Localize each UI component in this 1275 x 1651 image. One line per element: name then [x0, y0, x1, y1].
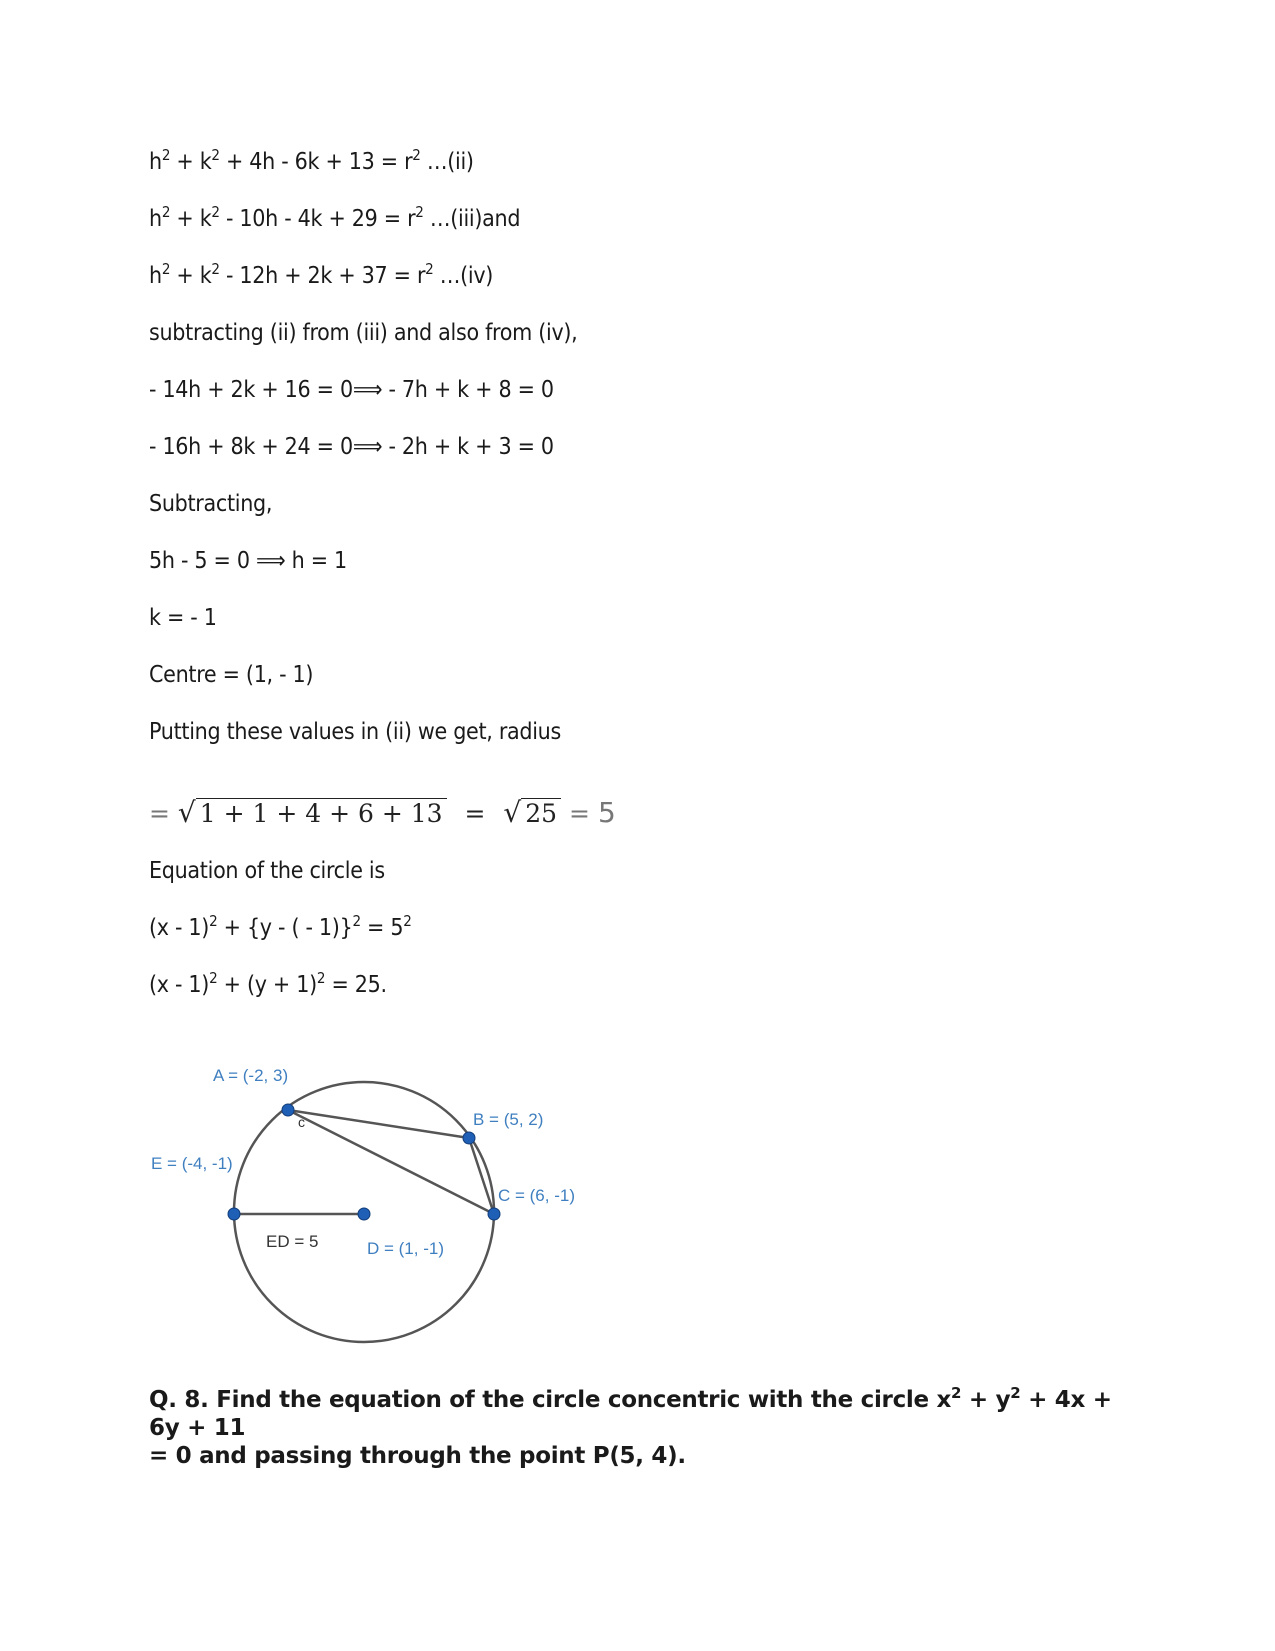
circle-equation-2: $(x - 1)^2 + (y + 1)^2 = 25$.: [149, 969, 387, 998]
square-root-1: √ 1 + 1 + 4 + 6 + 13: [178, 796, 447, 829]
equation-step-1: - 14h + 2k + 16 = 0⟹ - 7h + k + 8 = 0: [149, 377, 554, 403]
point-c: [488, 1208, 500, 1220]
equation-of-circle-heading: Equation of the circle is: [149, 858, 385, 884]
label-e: E = (-4, -1): [151, 1154, 233, 1173]
equals-sign-2: =: [464, 799, 486, 828]
equation-iii: $h^2 + k^2 - 10h - 4k + 29 = r^2$ …(iii)and: [149, 203, 521, 232]
equals-sign-3: =: [569, 799, 590, 828]
label-ed: ED = 5: [266, 1232, 319, 1251]
radicand-2: 25: [521, 798, 561, 828]
angle-mark: c: [298, 1114, 305, 1130]
k-solution: k = - 1: [149, 605, 217, 631]
point-b: [463, 1132, 475, 1144]
label-c: C = (6, -1): [498, 1186, 575, 1205]
radius-value: 5: [597, 796, 616, 829]
subtracting-note: subtracting (ii) from (iii) and also from (iv),: [149, 320, 578, 346]
label-b: B = (5, 2): [473, 1110, 544, 1129]
centre-result: Centre = (1, - 1): [149, 662, 314, 688]
equals-sign: =: [149, 799, 170, 828]
equation-ii: $h^2 + k^2 + 4h - 6k + 13 = r^2$ …(ii): [149, 146, 474, 175]
square-root-2: √ 25: [503, 796, 561, 829]
equation-step-2: - 16h + 8k + 24 = 0⟹ - 2h + k + 3 = 0: [149, 434, 554, 460]
equation-iv: $h^2 + k^2 - 12h + 2k + 37 = r^2$ …(iv): [149, 260, 494, 289]
label-d: D = (1, -1): [367, 1239, 444, 1258]
point-a: [282, 1104, 294, 1116]
subtracting-heading: Subtracting,: [149, 491, 273, 517]
radius-intro: Putting these values in (ii) we get, radius: [149, 719, 561, 745]
h-solution: 5h - 5 = 0 ⟹ h = 1: [149, 548, 347, 574]
label-a: A = (-2, 3): [213, 1066, 289, 1085]
question-8: Q. 8. Find the equation of the circle concentric with the circle $x^2 + y^2 + 4x + 6y + 11$ = 0 and passing through the point P(5, 4).: [149, 1384, 1112, 1469]
point-e: [228, 1208, 240, 1220]
point-d: [358, 1208, 370, 1220]
circle-equation-1: (x - 1)$^2$ + {y - ( - $1)\}^2 = 5^2$: [149, 912, 412, 941]
radicand-1: 1 + 1 + 4 + 6 + 13: [196, 798, 447, 828]
